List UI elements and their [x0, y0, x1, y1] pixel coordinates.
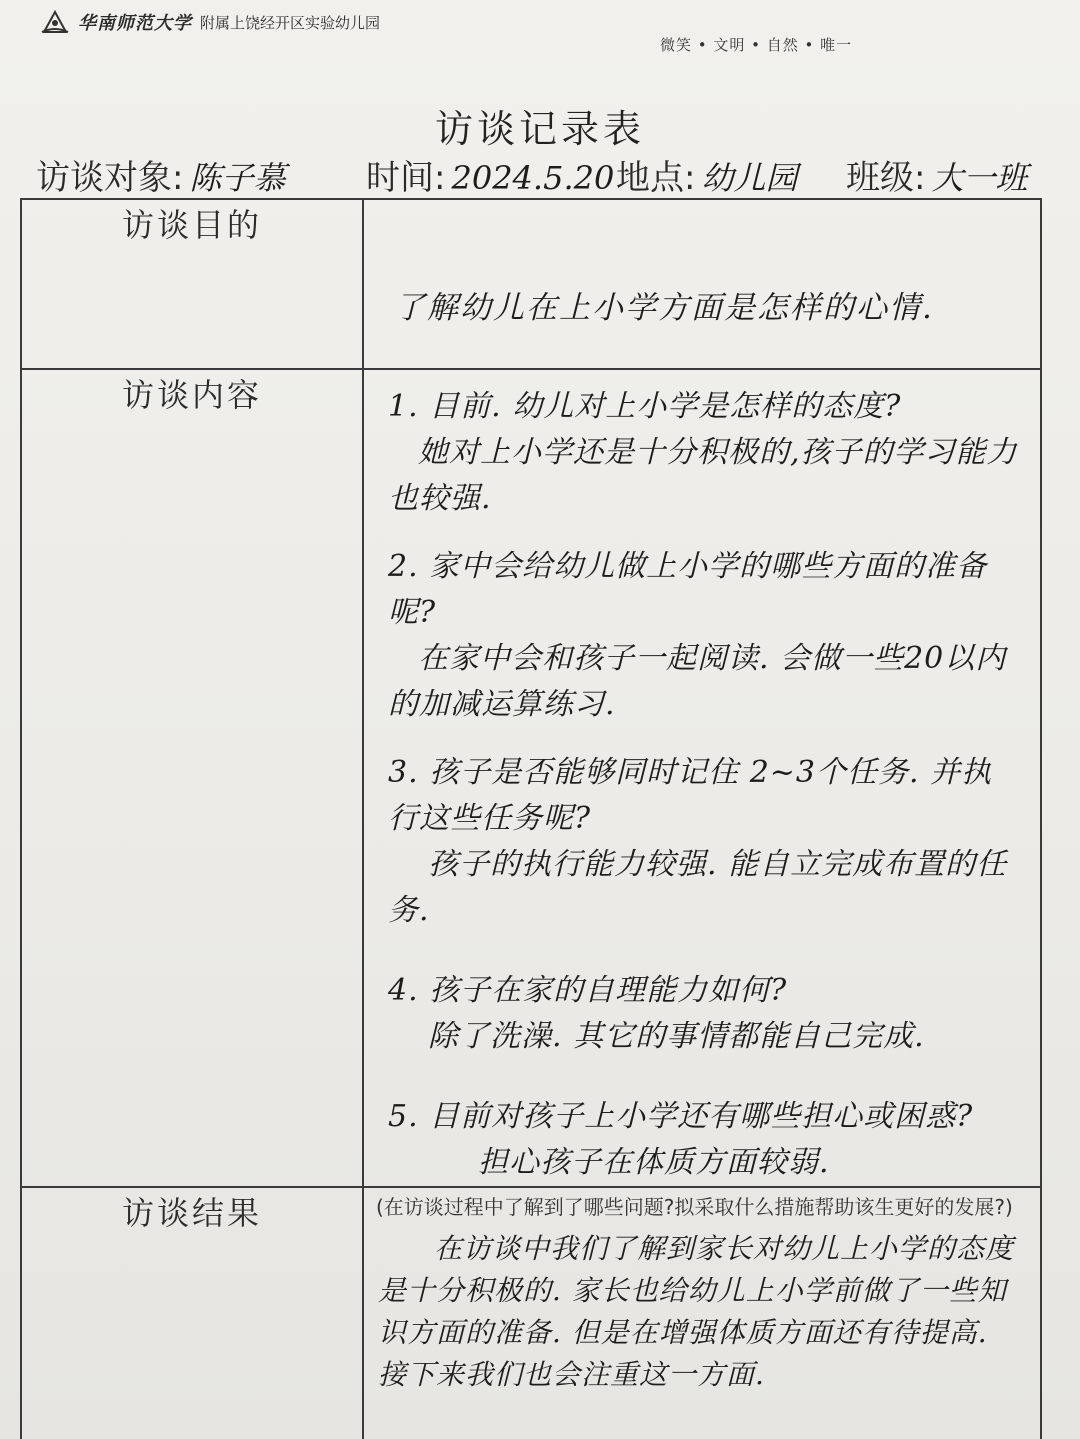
answer-2: 在家中会和孩子一起阅读. 会做一些20以内的加减运算练习. [388, 641, 1007, 722]
answer-4: 除了洗澡. 其它的事情都能自己完成. [428, 1019, 925, 1054]
result-row [21, 1187, 1041, 1439]
page-title: 访谈记录表 [434, 107, 645, 151]
school-name: 华南师范大学 [78, 13, 192, 34]
school-motto: 微笑 • 文明 • 自然 • 唯一 [660, 36, 853, 54]
time-label: 时间: [366, 158, 446, 198]
question-4: 4. 孩子在家的自理能力如何? [388, 973, 788, 1008]
result-cell [363, 1187, 1041, 1439]
class-label: 班级: [846, 158, 926, 198]
answer-3: 孩子的执行能力较强. 能自立完成布置的任务. [388, 847, 1008, 928]
subject-field [36, 150, 285, 199]
purpose-label: 访谈目的 [21, 199, 363, 369]
school-header [40, 8, 380, 36]
result-label: 访谈结果 [21, 1187, 363, 1439]
purpose-value: 了解幼儿在上小学方面是怎样的心情. [394, 290, 934, 326]
content-cell [363, 369, 1041, 1187]
question-1: 1. 目前. 幼儿对上小学是怎样的态度? [388, 389, 902, 424]
question-3: 3. 孩子是否能够同时记住 2~3个任务. 并执行这些任务呢? [388, 755, 993, 836]
subject-label: 访谈对象: [36, 158, 184, 198]
subject-value: 陈子慕 [189, 159, 286, 197]
content-label: 访谈内容 [21, 369, 363, 1187]
school-subtitle: 附属上饶经开区实验幼儿园 [200, 13, 381, 32]
place-field [616, 150, 797, 199]
question-5: 5. 目前对孩子上小学还有哪些担心或困惑? [388, 1099, 974, 1134]
question-2: 2. 家中会给幼儿做上小学的哪些方面的准备呢? [388, 549, 988, 630]
result-prompt: (在访谈过程中了解到了哪些问题?拟采取什么措施帮助该生更好的发展?) [376, 1195, 1013, 1219]
class-field [846, 150, 1027, 199]
answer-1: 她对上小学还是十分积极的,孩子的学习能力也较强. [388, 435, 1018, 516]
content-list [364, 370, 1040, 1186]
purpose-cell [363, 199, 1041, 369]
result-text: 在访谈中我们了解到家长对幼儿上小学的态度是十分积极的. 家长也给幼儿上小学前做了一些知识方面的准备. 但是在增强体质方面还有待提高. 接下来我们也会注重这一方面. [378, 1232, 1015, 1391]
place-label: 地点: [616, 158, 696, 198]
place-value: 幼儿园 [701, 159, 798, 197]
answer-5: 担心孩子在体质方面较弱. [478, 1145, 830, 1180]
interview-table [20, 198, 1042, 1439]
time-field [366, 150, 614, 199]
purpose-row [21, 199, 1041, 369]
class-value: 大一班 [931, 159, 1028, 197]
school-logo-icon [40, 8, 70, 36]
time-value: 2024.5.20 [451, 159, 615, 197]
content-row [21, 369, 1041, 1187]
